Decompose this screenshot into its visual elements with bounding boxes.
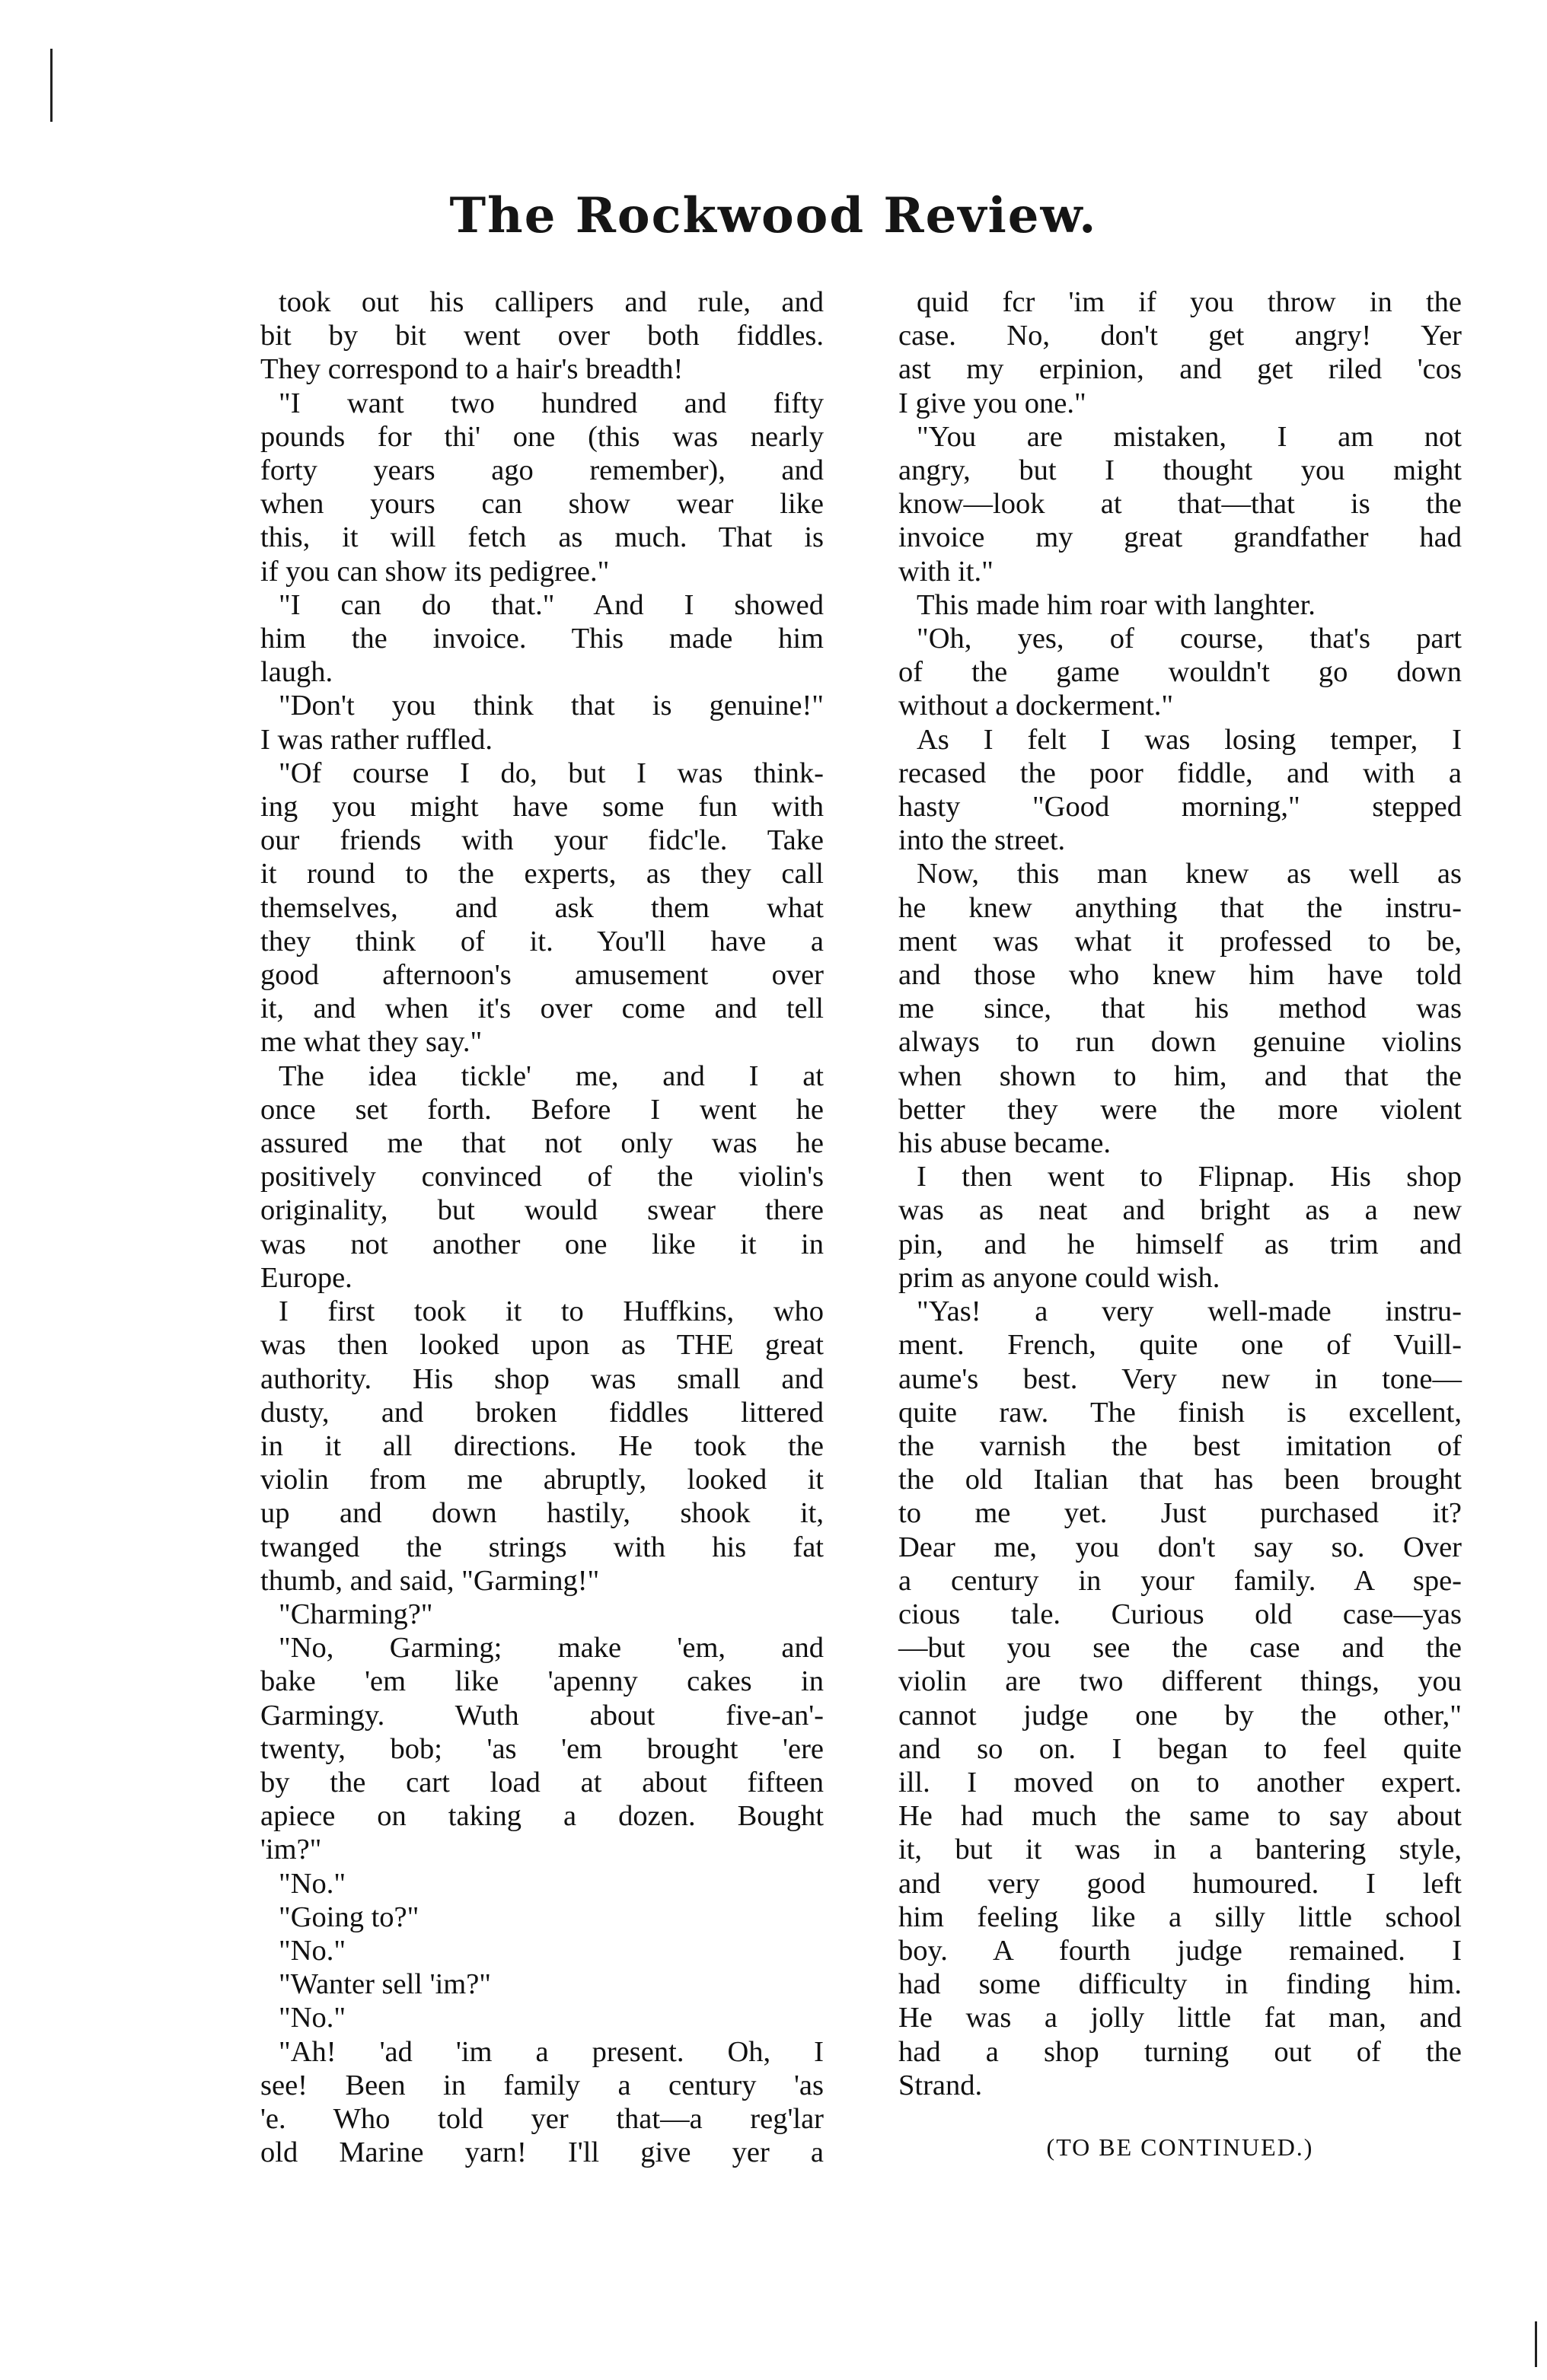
text-line: ast my erpinion, and get riled 'cos [898, 353, 1462, 386]
text-line: boy. A fourth judge remained. I [898, 1934, 1462, 1967]
text-line: see! Been in family a century 'as [260, 2069, 824, 2101]
text-line: bit by bit went over both fiddles. [260, 320, 824, 352]
text-line: took out his callipers and rule, and [279, 286, 824, 318]
text-line: it round to the experts, as they call [260, 858, 824, 891]
text-line: I first took it to Huffkins, who [279, 1295, 824, 1328]
paragraph [898, 723, 1462, 858]
text-line: was not another one like it in [260, 1228, 824, 1260]
text-line: if you can show its pedigree." [260, 555, 610, 588]
text-line: the old Italian that has been brought [898, 1464, 1462, 1496]
text-line: recased the poor fiddle, and with a [898, 757, 1462, 789]
text-line: aume's best. Very new in tone— [898, 1362, 1462, 1395]
paragraph [898, 622, 1462, 723]
text-line: authority. His shop was small and [260, 1362, 824, 1395]
left-text-column [260, 285, 824, 2169]
paragraph [260, 1867, 824, 1900]
text-line: "No." [279, 1934, 346, 1967]
text-line: cannot judge one by the other," [898, 1699, 1462, 1732]
text-line: Garmingy. Wuth about five-an'- [260, 1699, 824, 1732]
text-line: it, and when it's over come and tell [260, 992, 824, 1025]
text-line: I give you one." [898, 387, 1086, 419]
text-line: good afternoon's amusement over [260, 959, 824, 992]
text-line: this, it will fetch as much. That is [260, 521, 824, 554]
text-line: dusty, and broken fiddles littered [260, 1396, 824, 1429]
text-line: ment. French, quite one of Vuill- [898, 1329, 1462, 1362]
paragraph [898, 857, 1462, 1160]
text-line: when yours can show wear like [260, 488, 824, 521]
text-line: "Of course I do, but I was think- [279, 757, 824, 789]
paragraph [260, 2001, 824, 2034]
paragraph [260, 387, 824, 588]
text-line: the varnish the best imitation of [898, 1429, 1462, 1462]
text-line: up and down hastily, shook it, [260, 1497, 824, 1530]
text-line: they think of it. You'll have a [260, 925, 824, 957]
text-line: laugh. [260, 656, 333, 689]
text-line: quid fcr 'im if you throw in the [917, 286, 1462, 318]
text-line: assured me that not only was he [260, 1127, 824, 1160]
text-line: had some difficulty in finding him. [898, 1968, 1462, 2001]
text-line: I was rather ruffled. [260, 723, 493, 756]
text-line: me since, that his method was [898, 992, 1462, 1025]
text-line: Now, this man knew as well as [917, 858, 1462, 891]
text-line: ing you might have some fun with [260, 791, 824, 824]
text-line: was as neat and bright as a new [898, 1194, 1462, 1227]
text-line: invoice my great grandfather had [898, 521, 1462, 554]
paragraph [260, 1900, 824, 1934]
page-title: The Rockwood Review. [449, 187, 1098, 244]
text-line: "I can do that." And I showed [279, 588, 824, 621]
paragraph [898, 1160, 1462, 1295]
text-line: "Ah! 'ad 'im a present. Oh, I [279, 2035, 824, 2068]
text-line: our friends with your fidc'le. Take [260, 824, 824, 857]
text-line: he knew anything that the instru- [898, 891, 1462, 924]
text-line: Dear me, you don't say so. Over [898, 1531, 1462, 1563]
paragraph [260, 1598, 824, 1631]
text-line: ment was what it professed to be, [898, 925, 1462, 957]
paragraph [260, 689, 824, 756]
text-line: themselves, and ask them what [260, 891, 824, 924]
text-line: They correspond to a hair's breadth! [260, 353, 684, 386]
text-line: 'im?" [260, 1834, 322, 1866]
text-line: ill. I moved on to another expert. [898, 1766, 1462, 1799]
text-line: by the cart load at about fifteen [260, 1766, 824, 1799]
text-line: "No." [279, 2002, 346, 2034]
paragraph [260, 1059, 824, 1295]
text-line: I then went to Flipnap. His shop [917, 1161, 1462, 1193]
text-line: without a dockerment." [898, 690, 1174, 722]
text-line: had a shop turning out of the [898, 2035, 1462, 2068]
text-line: 'e. Who told yer that—a reg'lar [260, 2102, 824, 2135]
text-line: of the game wouldn't go down [898, 656, 1462, 689]
text-line: quite raw. The finish is excellent, [898, 1396, 1462, 1429]
text-line: him the invoice. This made him [260, 623, 824, 655]
text-line: bake 'em like 'apenny cakes in [260, 1665, 824, 1698]
text-line: violin from me abruptly, looked it [260, 1464, 824, 1496]
text-line: always to run down genuine violins [898, 1026, 1462, 1059]
text-line: "Wanter sell 'im?" [279, 1968, 492, 2001]
text-line: Strand. [898, 2069, 983, 2101]
paragraph [260, 1934, 824, 1967]
text-line: "No." [279, 1867, 346, 1900]
paragraph [260, 1295, 824, 1598]
text-line: better they were the more violent [898, 1093, 1462, 1126]
text-line: "Going to?" [279, 1900, 419, 1933]
text-line: "I want two hundred and fifty [279, 387, 824, 419]
text-line: a century in your family. A spe- [898, 1564, 1462, 1597]
text-line: case. No, don't get angry! Yer [898, 320, 1462, 352]
text-line: into the street. [898, 824, 1066, 857]
text-line: He had much the same to say about [898, 1800, 1462, 1833]
text-line: As I felt I was losing temper, I [917, 723, 1462, 756]
text-line: his abuse became. [898, 1127, 1112, 1160]
text-line: "Don't you think that is genuine!" [279, 690, 824, 722]
text-line: pin, and he himself as trim and [898, 1228, 1462, 1260]
paragraph [260, 2035, 824, 2170]
text-line: This made him roar with langhter. [917, 588, 1316, 621]
text-line: originality, but would swear there [260, 1194, 824, 1227]
text-line: apiece on taking a dozen. Bought [260, 1800, 824, 1833]
text-line: him feeling like a silly little school [898, 1900, 1462, 1933]
text-line: when shown to him, and that the [898, 1059, 1462, 1092]
paragraph [260, 757, 824, 1059]
text-line: He was a jolly little fat man, and [898, 2002, 1462, 2034]
paragraph [898, 1295, 1462, 2102]
right-text-column [898, 285, 1462, 2102]
text-line: know—look at that—that is the [898, 488, 1462, 521]
text-line: "Charming?" [279, 1598, 433, 1630]
paragraph [898, 420, 1462, 588]
text-line: thumb, and said, "Garming!" [260, 1564, 600, 1597]
paragraph [260, 1631, 824, 1866]
text-line: pounds for thi' one (this was nearly [260, 420, 824, 453]
scan-margin-mark-bottom [1535, 2321, 1537, 2367]
text-line: once set forth. Before I went he [260, 1093, 824, 1126]
paragraph [260, 588, 824, 690]
paragraph [898, 588, 1462, 622]
text-line: twenty, bob; 'as 'em brought 'ere [260, 1732, 824, 1765]
text-line: and so on. I began to feel quite [898, 1732, 1462, 1765]
text-line: was then looked upon as THE great [260, 1329, 824, 1362]
text-line: "No, Garming; make 'em, and [279, 1632, 824, 1665]
text-line: positively convinced of the violin's [260, 1161, 824, 1193]
scan-margin-mark-top [50, 49, 53, 122]
text-line: old Marine yarn! I'll give yer a [260, 2136, 824, 2169]
text-line: to me yet. Just purchased it? [898, 1497, 1462, 1530]
text-line: "You are mistaken, I am not [917, 420, 1462, 453]
text-line: it, but it was in a bantering style, [898, 1834, 1462, 1866]
text-line: —but you see the case and the [898, 1632, 1462, 1665]
text-line: angry, but I thought you might [898, 454, 1462, 487]
to-be-continued-note: (TO BE CONTINUED.) [1046, 2133, 1314, 2161]
text-line: and very good humoured. I left [898, 1867, 1462, 1900]
text-line: with it." [898, 555, 994, 588]
text-line: forty years ago remember), and [260, 454, 824, 487]
text-line: in it all directions. He took the [260, 1429, 824, 1462]
text-line: me what they say." [260, 1026, 483, 1059]
paragraph [260, 1967, 824, 2001]
text-line: hasty "Good morning," stepped [898, 791, 1462, 824]
text-line: violin are two different things, you [898, 1665, 1462, 1698]
text-line: cious tale. Curious old case—yas [898, 1598, 1462, 1630]
text-line: prim as anyone could wish. [898, 1261, 1220, 1294]
text-line: "Oh, yes, of course, that's part [917, 623, 1462, 655]
text-line: Europe. [260, 1261, 352, 1294]
paragraph [260, 285, 824, 387]
text-line: The idea tickle' me, and I at [279, 1059, 824, 1092]
text-line: twanged the strings with his fat [260, 1531, 824, 1563]
text-line: "Yas! a very well-made instru- [917, 1295, 1462, 1328]
text-line: and those who knew him have told [898, 959, 1462, 992]
paragraph [898, 285, 1462, 420]
